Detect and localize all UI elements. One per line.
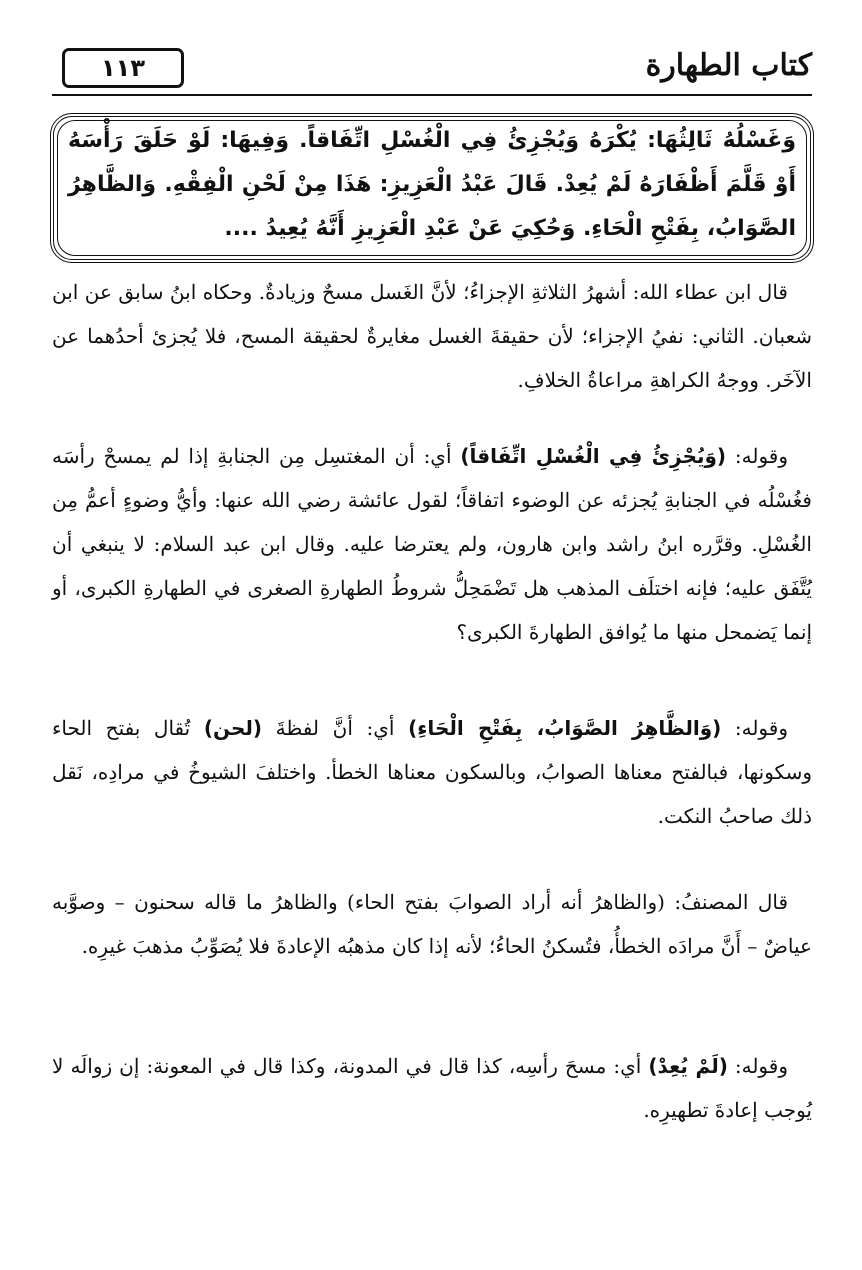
header-rule (52, 94, 812, 96)
paragraph-text: قال المصنفُ: (والظاهرُ أنه أراد الصوابَ بفتح الحاء) والظاهرُ ما قاله سحنون – وصوَّبه عياضٌ – أَنَّ مرادَه الخطأُ، فتُسكنُ الحاءُ؛ لأنه إذا كان مذهبُه الإعادةَ فلا يُصَوِّبُ مذهبَ غيرِه. (52, 890, 812, 958)
commentary-paragraph-2 (52, 434, 812, 654)
commentary-paragraph-4 (52, 880, 812, 968)
quoted-matn: (وَيُجْزِئُ فِي الْغُسْلِ اتِّفَاقاً) (460, 444, 727, 468)
commentary-paragraph-5 (52, 1044, 812, 1132)
paragraph-text: قال ابن عطاء الله: أشهرُ الثلاثةِ الإجزاءُ؛ لأنَّ الغَسل مسحٌ وزيادةٌ. وحكاه ابنُ سابق عن ابن شعبان. الثاني: نفيُ الإجزاء؛ لأن حقيقةَ الغسل مغايرةٌ لحقيقة المسح، فلا يُجزئ أحدُهما عن الآخَر. ووجهُ الكراهةِ مراعاةُ الخلافِ. (52, 280, 812, 392)
commentary-paragraph-1 (52, 270, 812, 402)
quoted-matn: (لَمْ يُعِدْ) (648, 1054, 728, 1078)
quoted-matn: (وَالظَّاهِرُ الصَّوَابُ، بِفَتْحِ الْحَاءِ) (408, 716, 722, 740)
paragraph-lead: وقوله: (726, 444, 788, 468)
matn-text-box (50, 113, 814, 263)
paragraph-text: أي: أنَّ لفظةَ (262, 716, 409, 740)
matn-text: وَغَسْلُهُ ثَالِثُهَا: يُكْرَهُ وَيُجْزِئُ فِي الْغُسْلِ اتِّفَاقاً. وَفِيهَا: لَوْ حَلَقَ رَأْسَهُ أَوْ قَلَّمَ أَظْفَارَهُ لَمْ يُعِدْ. قَالَ عَبْدُ الْعَزِيزِ: هَذَا مِنْ لَحْنِ الْفِقْهِ. وَالظَّاهِرُ الصَّوَابُ، بِفَتْحِ الْحَاءِ. وَحُكِيَ عَنْ عَبْدِ الْعَزِيزِ أَنَّهُ يُعِيدُ .... (68, 128, 796, 241)
chapter-title: كتاب الطهارة (645, 48, 812, 83)
paragraph-text: تُقال بفتح الحاء وسكونها، فبالفتح معناها الصوابُ، وبالسكون معناها الخطأ. واختلفَ الشيوخُ في مرادِه، نَقل ذلك صاحبُ النكت. (52, 716, 812, 828)
paragraph-lead: وقوله: (727, 1054, 788, 1078)
paragraph-lead: وقوله: (721, 716, 788, 740)
commentary-paragraph-3 (52, 706, 812, 838)
page-number: ١١٣ (62, 48, 184, 88)
paragraph-text: أي: أن المغتسِل مِن الجنابةِ إذا لم يمسحْ رأسَه فغُسْلُه في الجنابةِ يُجزئه عن الوضوء اتفاقاً؛ لقول عائشة رضي الله عنها: وأيُّ وضوءٍ أعمُّ مِن الغُسْلِ. وقرَّره ابنُ راشد وابن هارون، ولم يعترضا عليه. وقال ابن عبد السلام: لا ينبغي أن يُتَّفَق عليه؛ فإنه اختلَف المذهب هل تَضْمَحِلُّ شروطُ الطهارةِ الصغرى في الطهارةِ الكبرى، أو إنما يَضمحل منها ما يُوافق الطهارةَ الكبرى؟ (52, 444, 812, 644)
paragraph-text: أي: مسحَ رأسِه، كذا قال في المدونة، وكذا قال في المعونة: إن زوالَه لا يُوجب إعادةَ تطهيرِه. (52, 1054, 812, 1122)
quoted-word: (لحن) (203, 716, 263, 740)
page-header (52, 40, 812, 96)
